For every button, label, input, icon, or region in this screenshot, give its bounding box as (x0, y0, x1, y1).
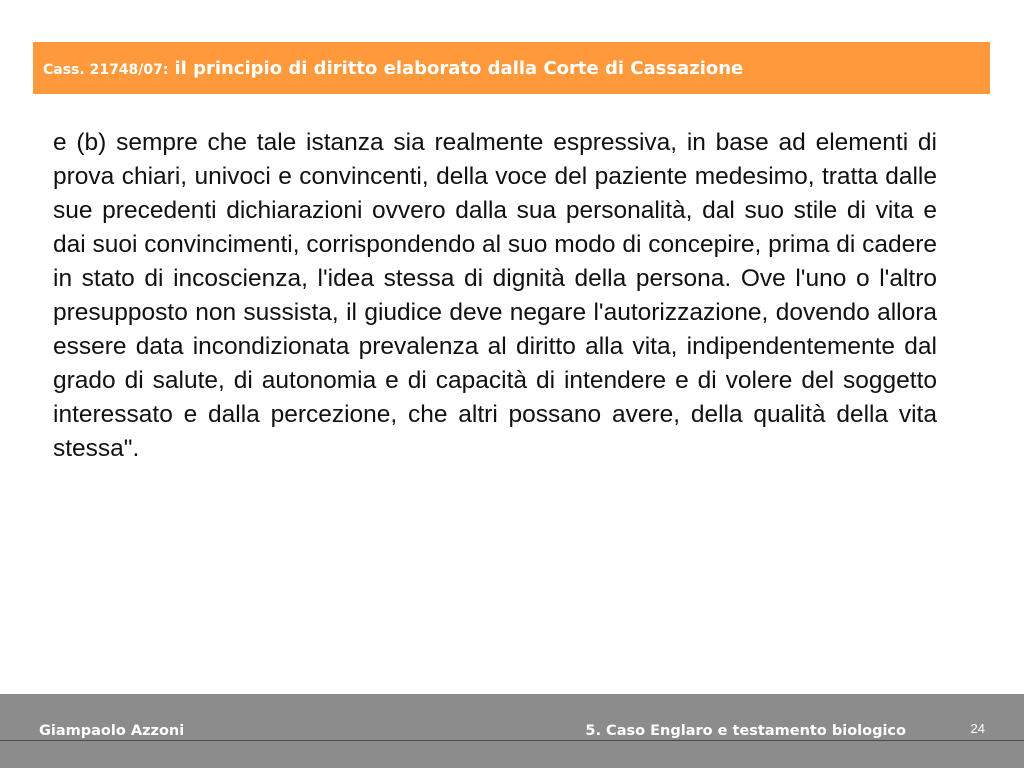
footer-author: Giampaolo Azzoni (39, 723, 185, 739)
body-paragraph: e (b) sempre che tale istanza sia realmente espressiva, in base ad elementi di prova chiari, univoci e convincenti, della voce del paziente medesimo, tratta dalle sue precedenti dichiarazioni ovvero dalla sua personalità, dal suo stile di vita e dai suoi convincimenti, corrispondendo al suo modo di concepire, prima di cadere in stato di incoscienza, l'idea stessa di dignità della persona. Ove l'uno o l'altro presupposto non sussista, il giudice deve negare l'autorizzazione, dovendo allora essere data incondizionata prevalenza al diritto alla vita, indipendentemente dal grado di salute, di autonomia e di capacità di intendere e di volere del soggetto interessato e dalla percezione, che altri possano avere, della qualità della vita stessa". (53, 129, 937, 462)
title-bar (33, 42, 990, 94)
page-number: 24 (970, 721, 985, 736)
footer-bar (0, 694, 1024, 768)
slide-title: il principio di diritto elaborato dalla Corte di Cassazione (174, 57, 744, 79)
footer-chapter: 5. Caso Englaro e testamento biologico (585, 723, 906, 739)
footer-divider (0, 740, 1024, 741)
title-prefix: Cass. 21748/07: (43, 62, 169, 78)
